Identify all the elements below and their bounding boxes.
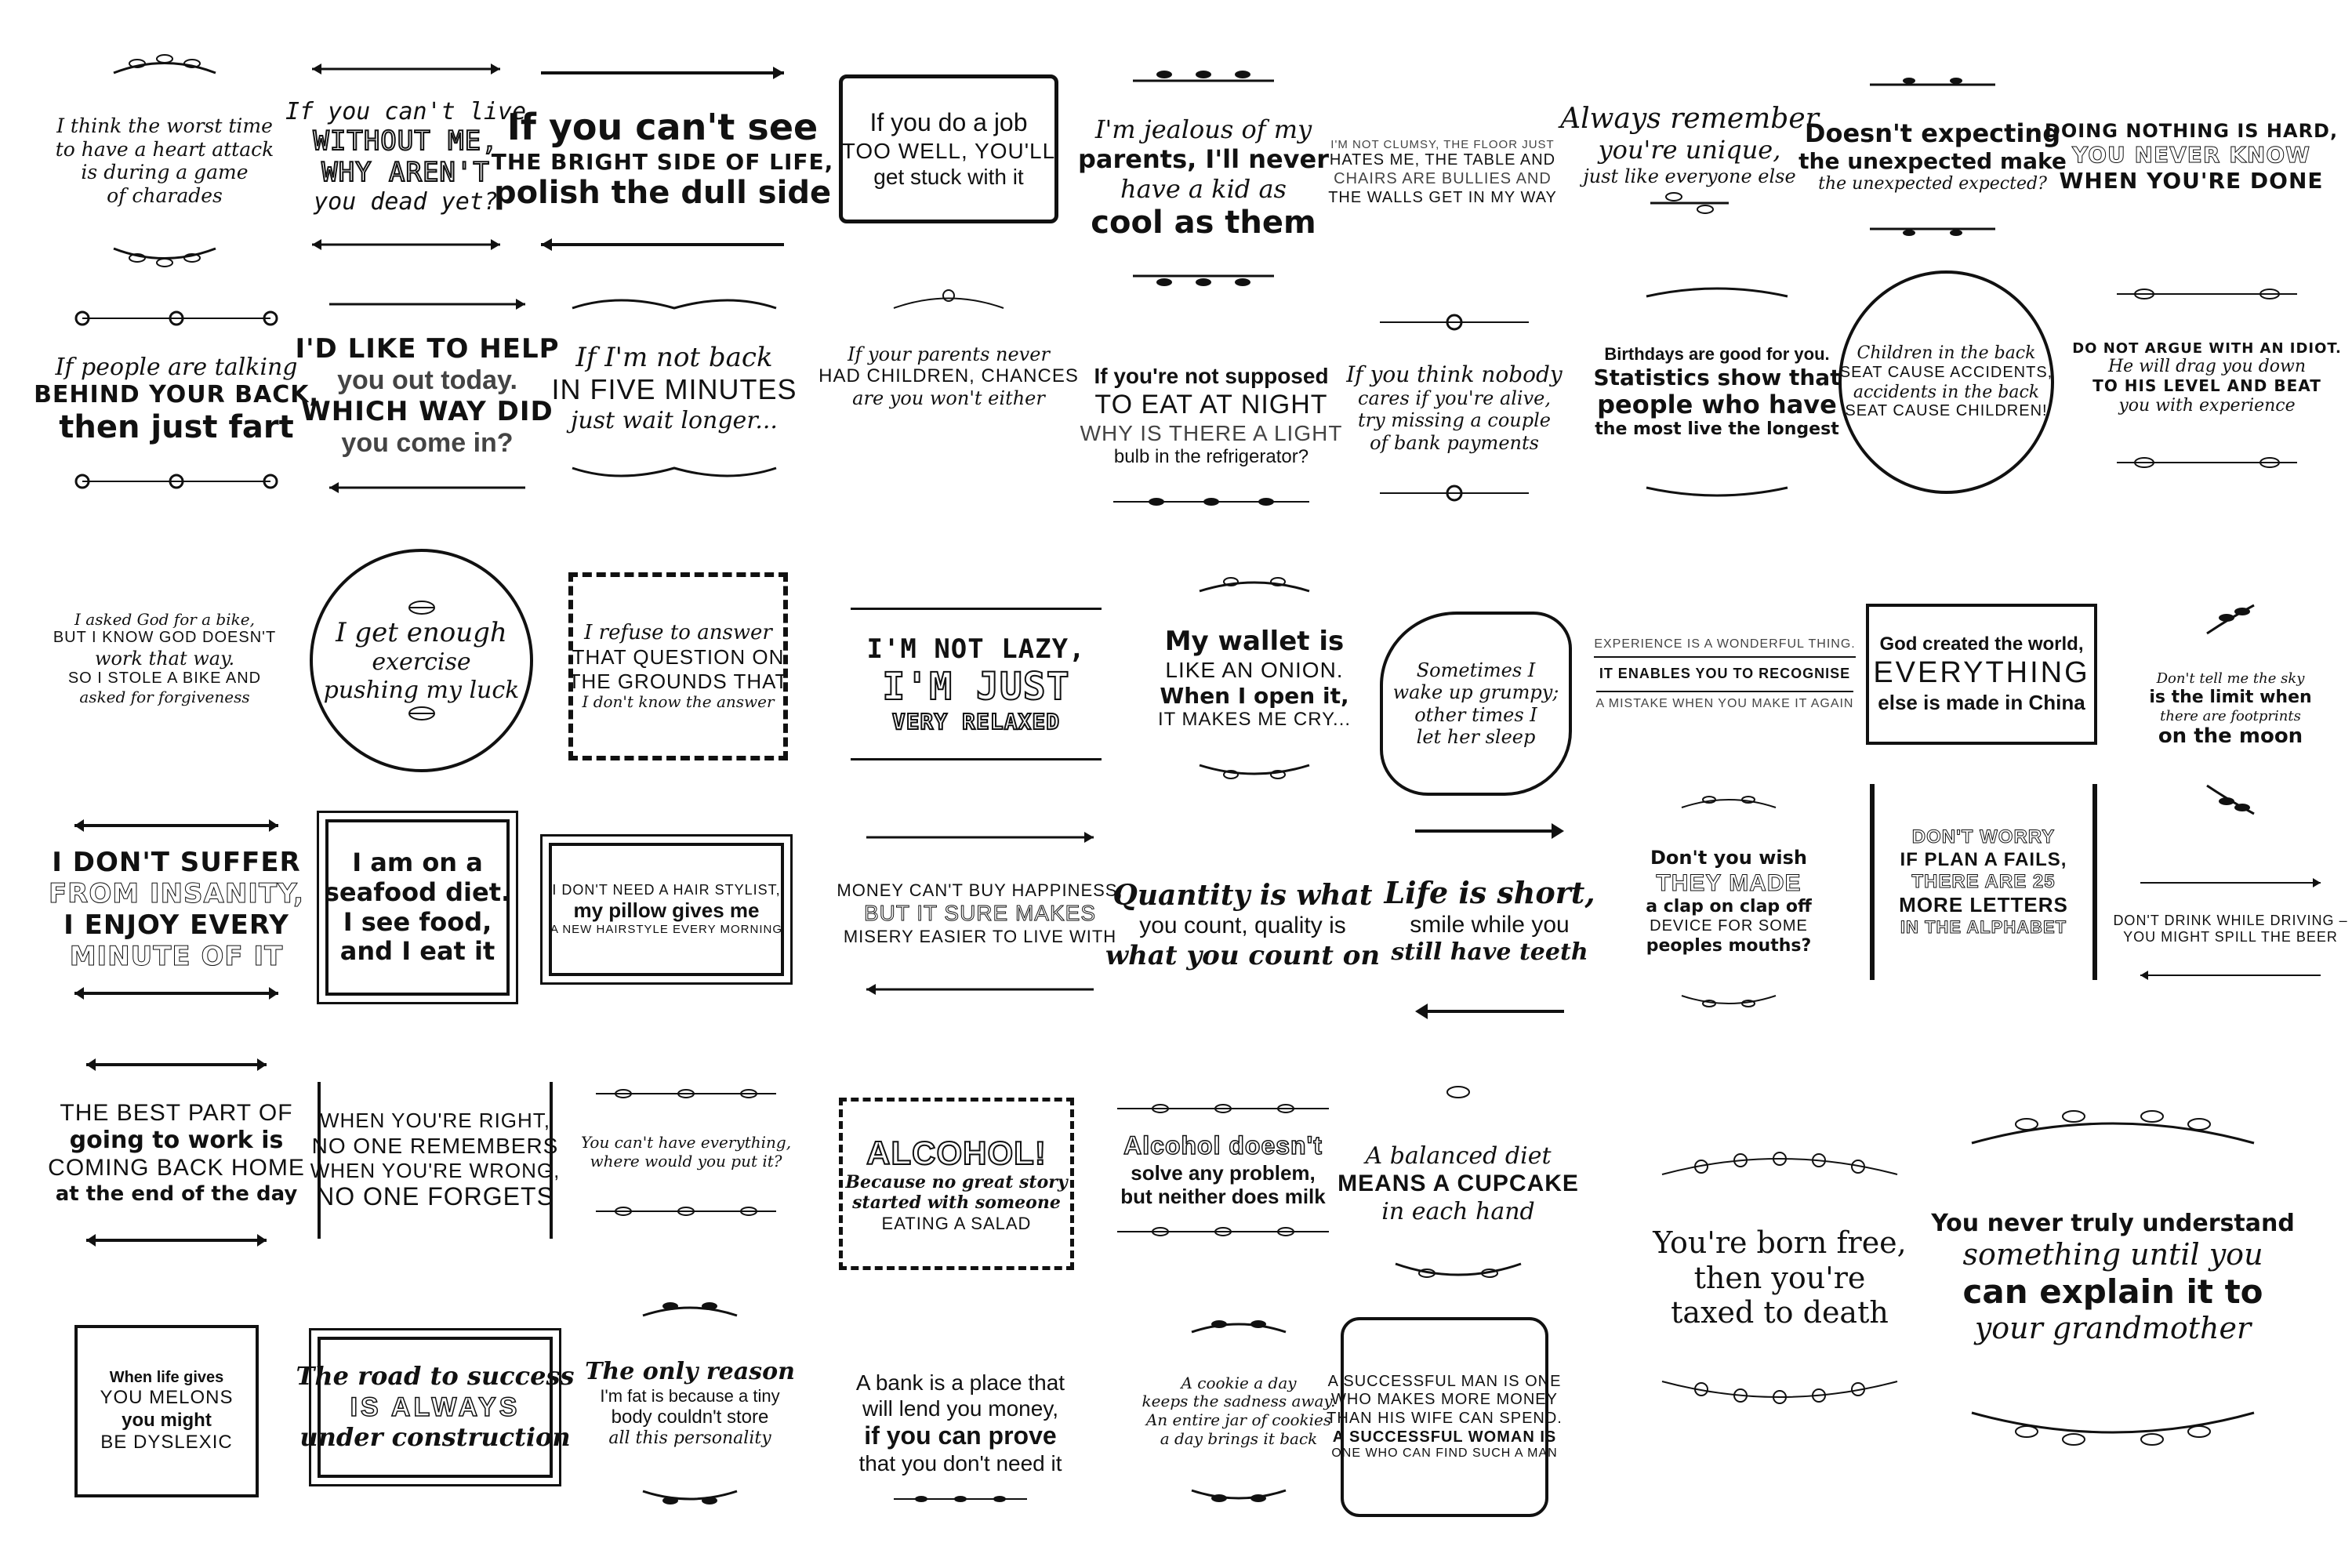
quote-line: EATING A SALAD xyxy=(881,1213,1032,1233)
quote-line: LIKE AN ONION. xyxy=(1165,657,1344,682)
quote-line: wake up grumpy; xyxy=(1392,681,1559,704)
arrow-divider-icon xyxy=(82,1232,270,1248)
quote-line: I get enough xyxy=(336,617,507,649)
quote-line: You never truly understand xyxy=(1931,1209,2295,1237)
quote-line: MEANS A CUPCAKE xyxy=(1338,1171,1579,1197)
quote-line: DON'T DRINK WHILE DRIVING – xyxy=(2113,912,2348,928)
quote-line: I'D LIKE TO HELP xyxy=(295,332,560,365)
quote-line: of charades xyxy=(107,183,223,207)
quote-line: Quantity is what xyxy=(1112,879,1373,913)
quote-card xyxy=(568,572,788,760)
quote-line: IF PLAN A FAILS, xyxy=(1900,848,2067,870)
quote-line: A balanced diet xyxy=(1365,1142,1552,1170)
quote-line: keeps the sadness away. xyxy=(1142,1392,1336,1411)
quote-line: Birthdays are good for you. xyxy=(1604,343,1830,364)
quote-line: I am on a xyxy=(352,848,483,877)
quote-line: you're unique, xyxy=(1598,135,1781,165)
arrow-left-icon xyxy=(1411,1002,1568,1021)
quote-line: a day brings it back xyxy=(1160,1428,1318,1448)
leaf-divider-icon xyxy=(2113,285,2301,303)
quote-card xyxy=(48,1051,305,1254)
quote-line: CHAIRS ARE BULLIES AND xyxy=(1334,170,1552,188)
quote-line: you out today. xyxy=(337,365,517,395)
quote-line: THE WALLS GET IN MY WAY xyxy=(1328,188,1557,206)
arrow-divider-icon xyxy=(537,65,788,81)
quote-card xyxy=(310,549,533,772)
quote-line: MISERY EASIER TO LIVE WITH xyxy=(843,926,1117,946)
quote-line: smile while you xyxy=(1410,912,1570,938)
quote-card xyxy=(584,1286,796,1521)
quote-line: An entire jar of cookies xyxy=(1145,1410,1332,1429)
ornament-divider-icon xyxy=(67,308,286,328)
quote-line: EVERYTHING xyxy=(1873,656,2090,690)
quote-card xyxy=(553,286,796,490)
quote-line: parents, I'll never xyxy=(1078,144,1330,175)
quote-line: I'M JUST xyxy=(882,664,1070,709)
quote-line: HATES ME, THE TABLE AND xyxy=(1329,151,1556,169)
quote-line: WHO MAKES MORE MONEY xyxy=(1331,1391,1558,1409)
laurel-branch-icon xyxy=(1125,264,1282,292)
swirl-divider-icon xyxy=(564,292,784,316)
quote-card xyxy=(1338,1074,1579,1294)
quote-line: Because no great story xyxy=(845,1171,1068,1192)
quote-line: When I open it, xyxy=(1160,682,1349,709)
quote-line: ONE WHO CAN FIND SUCH A MAN xyxy=(1331,1446,1558,1461)
quote-line: THEY MADE xyxy=(1656,869,1802,896)
quote-card xyxy=(295,290,560,502)
quote-line: NO ONE FORGETS xyxy=(316,1182,554,1211)
quote-line: THE BEST PART OF xyxy=(60,1099,293,1126)
quote-card xyxy=(55,43,274,278)
arrow-divider-icon xyxy=(71,818,282,833)
quote-card xyxy=(34,302,319,498)
quote-line: WITHOUT ME, xyxy=(313,125,499,157)
quote-card xyxy=(53,564,277,753)
quote-card xyxy=(2132,596,2328,823)
quote-line: DOING NOTHING IS HARD, xyxy=(2044,119,2339,142)
quote-card xyxy=(1080,314,1343,517)
quote-line: FROM INSANITY, xyxy=(48,877,305,909)
quote-line: A MISTAKE WHEN YOU MAKE IT AGAIN xyxy=(1596,691,1854,712)
laurel-branch-icon xyxy=(1862,217,2003,241)
laurel-branch-icon xyxy=(1192,571,1317,599)
quote-line: Statistics show that xyxy=(1593,364,1841,390)
arrow-divider-icon xyxy=(325,480,529,495)
quote-line: started with someone xyxy=(852,1192,1061,1213)
quote-line: DON'T WORRY xyxy=(1911,826,2056,848)
quote-card xyxy=(325,819,510,996)
quote-line: THE GROUNDS THAT xyxy=(568,669,789,693)
leaf-divider-icon xyxy=(1109,492,1313,511)
quote-line: BEHIND YOUR BACK, xyxy=(34,381,319,409)
quote-line: then you're xyxy=(1693,1260,1866,1295)
quote-line: people who have xyxy=(1597,389,1837,419)
quote-line: SEAT CAUSE ACCIDENTS, xyxy=(1839,363,2053,381)
quote-line: you come in? xyxy=(341,428,514,459)
quote-line: my pillow gives me xyxy=(573,898,760,923)
quote-card xyxy=(851,608,1102,760)
quote-card xyxy=(1078,59,1329,298)
quote-line: If you can't see xyxy=(506,106,818,149)
quote-line: TOO WELL, YOU'LL xyxy=(841,138,1056,163)
leaf-divider-icon xyxy=(2113,453,2301,472)
quote-line: BUT IT SURE MAKES xyxy=(863,901,1097,926)
bulb-garland-icon xyxy=(1654,1143,1905,1190)
quote-card xyxy=(1098,1094,1348,1247)
quote-line: I DON'T SUFFER xyxy=(52,846,301,878)
quote-line: THERE ARE 25 xyxy=(1911,870,2056,892)
quote-line: If you think nobody xyxy=(1346,361,1563,388)
quote-line: and I eat it xyxy=(339,936,495,967)
quote-line: BUT I KNOW GOD DOESN'T xyxy=(53,629,277,647)
quote-line: WHY AREN'T xyxy=(321,157,490,188)
quote-line: THAN HIS WIFE CAN SPEND. xyxy=(1327,1410,1563,1428)
quote-card xyxy=(1328,71,1557,274)
arrow-divider-icon xyxy=(862,982,1098,997)
quote-line: IT ENABLES YOU TO RECOGNISE xyxy=(1599,666,1851,682)
quote-line: A cookie a day xyxy=(1181,1373,1297,1392)
quote-line: you might xyxy=(122,1409,212,1431)
quote-line: accidents in the back xyxy=(1853,382,2040,402)
quote-line: I'M NOT CLUMSY, THE FLOOR JUST xyxy=(1330,137,1555,151)
quote-line: THAT QUESTION ON xyxy=(572,644,785,669)
quote-line: DO NOT ARGUE WITH AN IDIOT. xyxy=(2072,340,2342,358)
quote-line: at the end of the day xyxy=(55,1181,298,1206)
quote-line: HAD CHILDREN, CHANCES xyxy=(818,365,1079,387)
laurel-branch-icon xyxy=(1956,1405,2270,1452)
quote-line: pushing my luck xyxy=(323,676,520,704)
quote-line: TO EAT AT NIGHT xyxy=(1094,389,1328,419)
quote-line: BE DYSLEXIC xyxy=(100,1431,233,1453)
quote-line: A bank is a place that xyxy=(855,1370,1065,1395)
laurel-branch-icon xyxy=(1125,65,1282,93)
quote-line: I'M NOT LAZY, xyxy=(866,633,1086,665)
arrow-divider-icon xyxy=(82,1057,270,1073)
quote-line: WHICH WAY DID xyxy=(301,396,554,427)
leaf-divider-icon xyxy=(592,1084,780,1103)
quote-line: where would you put it? xyxy=(590,1152,782,1171)
quote-line: Don't you wish xyxy=(1650,847,1807,869)
laurel-branch-icon xyxy=(106,49,223,81)
swirl-divider-icon xyxy=(1639,281,1795,304)
leaf-sprig-icon xyxy=(1184,1483,1294,1511)
quote-line: MONEY CAN'T BUY HAPPINESS, xyxy=(837,880,1123,900)
quote-line: cool as them xyxy=(1091,204,1316,241)
quote-line: A NEW HAIRSTYLE EVERY MORNING xyxy=(550,923,783,937)
quote-line: is during a game xyxy=(81,161,249,183)
quote-line: If you can't live xyxy=(285,97,527,125)
quote-card xyxy=(1346,306,1563,510)
quote-card xyxy=(2072,278,2342,478)
quote-card xyxy=(491,59,834,259)
quote-line: can explain it to xyxy=(1962,1272,2263,1311)
quote-line: WHY IS THERE A LIGHT xyxy=(1080,420,1343,445)
quote-card xyxy=(1384,815,1595,1027)
arrow-divider-icon xyxy=(2136,877,2325,889)
quote-line: bulb in the refrigerator? xyxy=(1113,445,1309,467)
arrow-right-icon xyxy=(1411,822,1568,840)
quote-line: You can't have everything, xyxy=(580,1133,792,1152)
arrow-divider-icon xyxy=(862,829,1098,845)
quote-line: taxed to death xyxy=(1671,1295,1889,1330)
quote-line: When life gives xyxy=(109,1368,224,1386)
flower-swirl-icon xyxy=(886,285,1011,316)
quote-line: just wait longer... xyxy=(571,406,778,434)
quote-line: your grandmother xyxy=(1974,1311,2252,1346)
quote-line: Always remember xyxy=(1560,102,1819,135)
quote-line: then just fart xyxy=(59,408,294,445)
quote-line: I asked God for a bike, xyxy=(74,609,255,629)
quote-card xyxy=(549,843,784,976)
quote-line: ALCOHOL! xyxy=(866,1134,1047,1172)
quote-line: If you do a job xyxy=(869,108,1028,137)
leaf-sprig-icon xyxy=(2199,602,2262,637)
quote-line: I ENJOY EVERY xyxy=(64,909,289,941)
quote-card xyxy=(1870,784,2097,980)
quote-line: that you don't need it xyxy=(858,1451,1062,1476)
quote-line: just like everyone else xyxy=(1583,165,1796,187)
quote-line: cares if you're alive, xyxy=(1358,387,1551,410)
leaf-sprig-icon xyxy=(1443,1080,1474,1104)
quote-line: try missing a couple xyxy=(1357,409,1552,432)
quote-card xyxy=(1380,612,1572,796)
quote-line: A SUCCESSFUL WOMAN IS xyxy=(1332,1428,1557,1446)
quote-line: exercise xyxy=(372,648,471,677)
quote-line: TO HIS LEVEL AND BEAT xyxy=(2092,376,2321,396)
quote-line: solve any problem, xyxy=(1131,1160,1316,1185)
quote-card xyxy=(310,1082,561,1239)
quote-line: let her sleep xyxy=(1416,725,1536,748)
quote-card xyxy=(2044,86,2339,227)
quote-line: I refuse to answer xyxy=(584,621,772,645)
quote-line: else is made in China xyxy=(1878,691,2085,715)
quote-line: Don't tell me the sky xyxy=(2156,670,2305,688)
quote-line: to have a heart attack xyxy=(55,137,274,161)
quote-line: if you can prove xyxy=(864,1421,1057,1450)
quote-line: IS ALWAYS xyxy=(350,1392,521,1422)
quote-line: in each hand xyxy=(1381,1197,1535,1225)
quote-line: THE BRIGHT SIDE OF LIFE, xyxy=(491,148,834,175)
arrow-divider-icon xyxy=(325,296,529,312)
arrow-divider-icon xyxy=(308,61,504,77)
quote-line: YOU MELONS xyxy=(100,1387,234,1409)
quote-line: The road to success xyxy=(296,1361,575,1392)
quote-line: work that way. xyxy=(94,647,235,670)
quote-line: If I'm not back xyxy=(575,342,773,374)
quote-card xyxy=(831,1333,1090,1513)
quote-line: something until you xyxy=(1962,1237,2263,1272)
quote-line: of bank payments xyxy=(1370,431,1539,454)
quote-line: but neither does milk xyxy=(1120,1185,1326,1209)
quote-card xyxy=(2113,870,2348,988)
quote-line: A SUCCESSFUL MAN IS ONE xyxy=(1327,1372,1562,1390)
leaf-sprig-icon xyxy=(635,1483,745,1515)
quote-line: If you're not supposed xyxy=(1094,363,1329,388)
laurel-branch-icon xyxy=(1192,757,1317,786)
quote-line: NO ONE REMEMBERS xyxy=(311,1133,559,1158)
quote-line: IT MAKES ME CRY... xyxy=(1157,708,1352,730)
quote-card xyxy=(1129,1305,1348,1517)
quote-card xyxy=(818,278,1079,474)
quote-line: you count, quality is xyxy=(1139,913,1346,939)
arrow-divider-icon xyxy=(537,237,788,252)
quote-card xyxy=(1594,604,1856,745)
quote-line: Children in the back xyxy=(1857,343,2036,363)
quote-line: is the limit when xyxy=(2149,687,2312,707)
flower-divider-icon xyxy=(1376,312,1533,332)
quote-line: EXPERIENCE IS A WONDERFUL THING. xyxy=(1594,637,1855,659)
quote-line: the most live the longest xyxy=(1595,419,1839,440)
leaf-branch-icon xyxy=(1642,187,1737,219)
quote-line: asked for forgiveness xyxy=(79,687,250,706)
quote-line: MINUTE OF IT xyxy=(69,941,284,973)
quote-line: I think the worst time xyxy=(56,114,273,137)
quote-card xyxy=(1838,270,2054,494)
quote-line: there are footprints xyxy=(2160,707,2301,724)
quote-card xyxy=(1593,274,1841,510)
quote-line: the unexpected make xyxy=(1798,148,2067,175)
quote-line: get stuck with it xyxy=(873,164,1024,189)
quote-line: I see food, xyxy=(343,906,492,937)
quote-line: COMING BACK HOME xyxy=(48,1155,305,1181)
quote-card xyxy=(48,811,305,1007)
quote-line: VERY RELAXED xyxy=(891,709,1061,735)
quote-line: I'm fat is because a tiny xyxy=(600,1385,780,1406)
leaf-sprig-icon xyxy=(635,1292,745,1323)
quote-card xyxy=(74,1325,259,1497)
quote-line: the unexpected expected? xyxy=(1818,174,2047,194)
quote-line: He will drag you down xyxy=(2107,357,2307,377)
swirl-divider-icon xyxy=(564,460,784,484)
leaf-divider-icon xyxy=(1113,1100,1333,1117)
quote-line: I don't know the answer xyxy=(582,692,775,712)
quote-card xyxy=(296,1337,575,1478)
quote-line: DEVICE FOR SOME xyxy=(1650,917,1808,935)
quote-line: WHEN YOU'RE DONE xyxy=(2059,168,2324,194)
leaf-icon xyxy=(406,598,437,617)
quote-line: The only reason xyxy=(585,1358,795,1386)
quote-line: are you won't either xyxy=(852,387,1045,410)
quote-line: other times I xyxy=(1414,703,1537,726)
quote-card xyxy=(1866,604,2097,745)
quote-line: YOU NEVER KNOW xyxy=(2071,142,2311,169)
quote-line: still have teeth xyxy=(1391,938,1588,967)
quote-line: I DON'T NEED A HAIR STYLIST, xyxy=(552,882,781,898)
quote-line: body couldn't store xyxy=(611,1406,769,1428)
quote-card xyxy=(1931,1098,2295,1458)
quote-line: WHEN YOU'RE WRONG, xyxy=(310,1158,561,1182)
leaf-divider-icon xyxy=(592,1202,780,1221)
leaf-icon xyxy=(406,704,437,723)
quote-card xyxy=(1141,564,1368,792)
quote-line: SO I STOLE A BIKE AND xyxy=(67,670,262,688)
quote-line: you dead yet? xyxy=(314,188,498,216)
laurel-branch-icon xyxy=(1674,790,1784,814)
quote-line: you with experience xyxy=(2118,395,2296,416)
ornament-divider-icon xyxy=(67,471,286,492)
quote-line: WHEN YOU'RE RIGHT, xyxy=(319,1108,551,1132)
quote-line: on the moon xyxy=(2158,724,2303,748)
leaf-divider-icon xyxy=(1113,1223,1333,1240)
laurel-branch-icon xyxy=(1388,1256,1529,1287)
arrow-divider-icon xyxy=(2136,969,2325,982)
arrow-divider-icon xyxy=(308,237,504,252)
quote-card xyxy=(1327,1317,1563,1517)
flower-divider-icon xyxy=(1376,483,1533,503)
quote-card xyxy=(839,74,1058,223)
laurel-branch-icon xyxy=(106,241,223,272)
quote-card xyxy=(572,1078,800,1227)
quote-line: under construction xyxy=(299,1422,571,1453)
quote-line: a clap on clap off xyxy=(1646,897,1812,917)
quote-line: Life is short, xyxy=(1384,875,1595,911)
quote-line: seafood diet. xyxy=(324,877,511,907)
quote-card xyxy=(285,55,527,259)
quote-line: polish the dull side xyxy=(493,174,832,211)
quote-card xyxy=(1639,784,1819,1019)
quote-line: If people are talking xyxy=(55,354,298,382)
quote-card xyxy=(1798,67,2067,247)
quote-line: Sometimes I xyxy=(1416,659,1536,681)
quote-line: My wallet is xyxy=(1164,625,1345,657)
quote-card xyxy=(1639,1137,1921,1419)
quote-card xyxy=(1560,71,1819,251)
quote-line: You're born free, xyxy=(1653,1225,1907,1260)
quote-card xyxy=(839,1098,1074,1270)
laurel-branch-icon xyxy=(1956,1104,2270,1151)
quote-line: what you count on xyxy=(1105,939,1381,971)
quote-card xyxy=(837,823,1123,1004)
quote-line: IN THE ALPHABET xyxy=(1900,916,2067,937)
quote-line: all this personality xyxy=(608,1428,771,1448)
quote-line: God created the world, xyxy=(1879,633,2084,655)
laurel-branch-icon xyxy=(1674,989,1784,1013)
quote-line: will lend you money, xyxy=(862,1396,1059,1421)
quote-line: MORE LETTERS xyxy=(1899,893,2068,917)
leaf-sprig-icon xyxy=(1184,1312,1294,1340)
arrow-divider-icon xyxy=(71,985,282,1001)
swirl-divider-icon xyxy=(1639,480,1795,503)
quote-line: I'm jealous of my xyxy=(1094,114,1312,145)
quote-line: have a kid as xyxy=(1120,173,1287,204)
quote-line: IN FIVE MINUTES xyxy=(551,373,797,406)
quote-line: Alcohol doesn't xyxy=(1123,1131,1323,1160)
quote-line: Doesn't expecting xyxy=(1804,118,2061,148)
leaf-divider-icon xyxy=(890,1491,1031,1507)
leaf-sprig-icon xyxy=(2199,782,2262,817)
bulb-garland-icon xyxy=(1654,1366,1905,1413)
quote-line: SEAT CAUSE CHILDREN! xyxy=(1845,402,2048,420)
quote-line: going to work is xyxy=(69,1126,284,1154)
quote-line: If your parents never xyxy=(848,343,1050,365)
quote-card xyxy=(1105,839,1381,1011)
quote-line: YOU MIGHT SPILL THE BEER xyxy=(2123,929,2338,945)
laurel-branch-icon xyxy=(1862,73,2003,96)
quote-line: peoples mouths? xyxy=(1646,935,1812,956)
